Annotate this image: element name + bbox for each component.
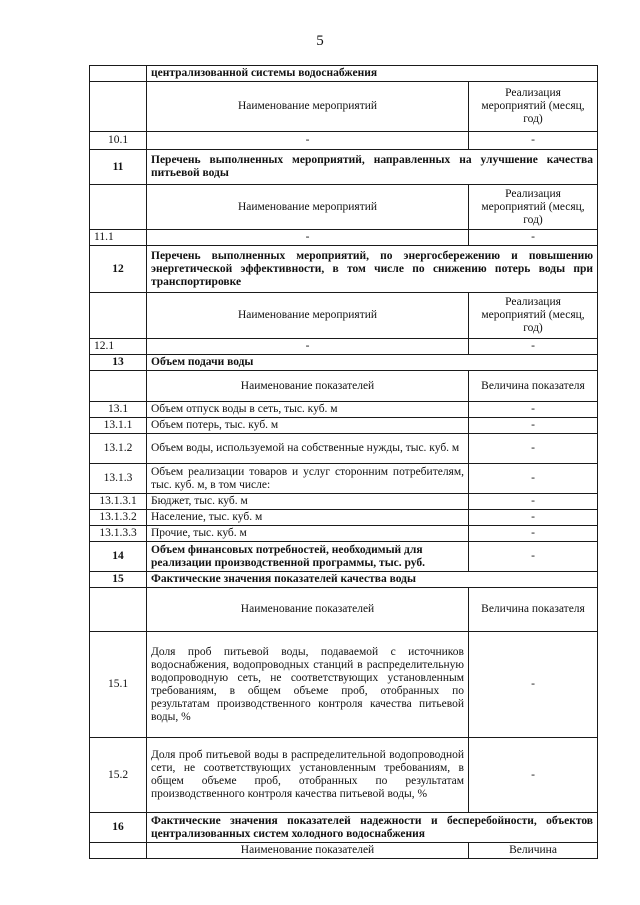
page-number: 5 [316, 33, 324, 49]
column-header-realization: Реализация мероприятий (месяц, год) [469, 82, 598, 132]
row-name: Прочие, тыс. куб. м [147, 526, 469, 542]
row-name: Объем воды, используемой на собственные нужды, тыс. куб. м [147, 434, 469, 464]
table-row [90, 82, 598, 132]
column-header-realization: Реализация мероприятий (месяц, год) [469, 293, 598, 339]
table-row [90, 246, 598, 293]
row-number: 15.1 [90, 632, 147, 738]
table-row [90, 293, 598, 339]
table-row [90, 464, 598, 494]
row-name: - [147, 132, 469, 150]
row-value: - [469, 464, 598, 494]
row-value: - [469, 132, 598, 150]
row-value: - [469, 402, 598, 418]
table-row [90, 542, 598, 572]
table-row [90, 526, 598, 542]
section-number: 14 [90, 542, 147, 572]
table-row [90, 494, 598, 510]
table-row [90, 150, 598, 185]
table-row [90, 355, 598, 371]
row-name: Объем отпуск воды в сеть, тыс. куб. м [147, 402, 469, 418]
row-name: - [147, 230, 469, 246]
table-row [90, 813, 598, 843]
row-number: 11.1 [90, 230, 147, 246]
row-value: - [469, 526, 598, 542]
row-number: 10.1 [90, 132, 147, 150]
section-title: Объем подачи воды [147, 355, 598, 371]
table-row [90, 185, 598, 230]
section-number: 11 [90, 150, 147, 185]
row-value: - [469, 339, 598, 355]
table-row [90, 434, 598, 464]
column-header-indicators: Наименование показателей [147, 371, 469, 402]
row-number: 13.1.3.1 [90, 494, 147, 510]
section-number: 15 [90, 572, 147, 588]
table-row [90, 132, 598, 150]
column-header-measures: Наименование мероприятий [147, 185, 469, 230]
row-name: - [147, 339, 469, 355]
table-row [90, 418, 598, 434]
row-value: - [469, 738, 598, 813]
column-header-value: Величина показателя [469, 588, 598, 632]
row-value: - [469, 494, 598, 510]
row-name: Бюджет, тыс. куб. м [147, 494, 469, 510]
table-row [90, 843, 598, 859]
row-number: 13.1.3.2 [90, 510, 147, 526]
row-value: - [469, 230, 598, 246]
row-number: 13.1.2 [90, 434, 147, 464]
section-title: централизованной системы водоснабжения [147, 66, 598, 82]
table-row [90, 738, 598, 813]
section-title: Перечень выполненных мероприятий, по энергосбережению и повышению энергетической эффективности, в том числе по снижению потерь воды при транспортировке [147, 246, 598, 293]
table-row [90, 66, 598, 82]
row-number: 13.1 [90, 402, 147, 418]
column-header-measures: Наименование мероприятий [147, 82, 469, 132]
row-value: - [469, 434, 598, 464]
table-row [90, 572, 598, 588]
row-value: - [469, 510, 598, 526]
row-name: Население, тыс. куб. м [147, 510, 469, 526]
row-value: - [469, 632, 598, 738]
table-row [90, 632, 598, 738]
column-header-value: Величина [469, 843, 598, 859]
row-number: 15.2 [90, 738, 147, 813]
row-number: 13.1.3 [90, 464, 147, 494]
column-header-realization: Реализация мероприятий (месяц, год) [469, 185, 598, 230]
column-header-indicators: Наименование показателей [147, 843, 469, 859]
row-name: Доля проб питьевой воды, подаваемой с источников водоснабжения, водопроводных станций в распределительную водопроводную сеть, не соответствующих установленным требованиям, в общем объеме проб, отобранных по результатам производственного контроля качества питьевой воды, % [147, 632, 469, 738]
row-name: Объем потерь, тыс. куб. м [147, 418, 469, 434]
row-number: 13.1.1 [90, 418, 147, 434]
section-number: 16 [90, 813, 147, 843]
column-header-measures: Наименование мероприятий [147, 293, 469, 339]
table-row [90, 230, 598, 246]
section-title: Объем финансовых потребностей, необходимый для реализации производственной программы, тыс. руб. [147, 542, 469, 572]
row-value: - [469, 542, 598, 572]
row-value: - [469, 418, 598, 434]
row-name: Доля проб питьевой воды в распределительной водопроводной сети, не соответствующих установленным требованиям, в общем объеме проб, отобранных по результатам производственного контроля качества питьевой воды, % [147, 738, 469, 813]
section-title: Перечень выполненных мероприятий, направленных на улучшение качества питьевой воды [147, 150, 598, 185]
table-row [90, 402, 598, 418]
section-title: Фактические значения показателей надежности и бесперебойности, объектов централизованных систем холодного водоснабжения [147, 813, 598, 843]
table-row [90, 510, 598, 526]
section-number: 12 [90, 246, 147, 293]
column-header-indicators: Наименование показателей [147, 588, 469, 632]
row-number [90, 66, 147, 82]
table-row [90, 588, 598, 632]
row-name: Объем реализации товаров и услуг сторонним потребителям, тыс. куб. м, в том числе: [147, 464, 469, 494]
table-row [90, 371, 598, 402]
table-row [90, 339, 598, 355]
row-number: 13.1.3.3 [90, 526, 147, 542]
programme-table [89, 65, 598, 859]
column-header-value: Величина показателя [469, 371, 598, 402]
section-title: Фактические значения показателей качества воды [147, 572, 598, 588]
section-number: 13 [90, 355, 147, 371]
row-number: 12.1 [90, 339, 147, 355]
